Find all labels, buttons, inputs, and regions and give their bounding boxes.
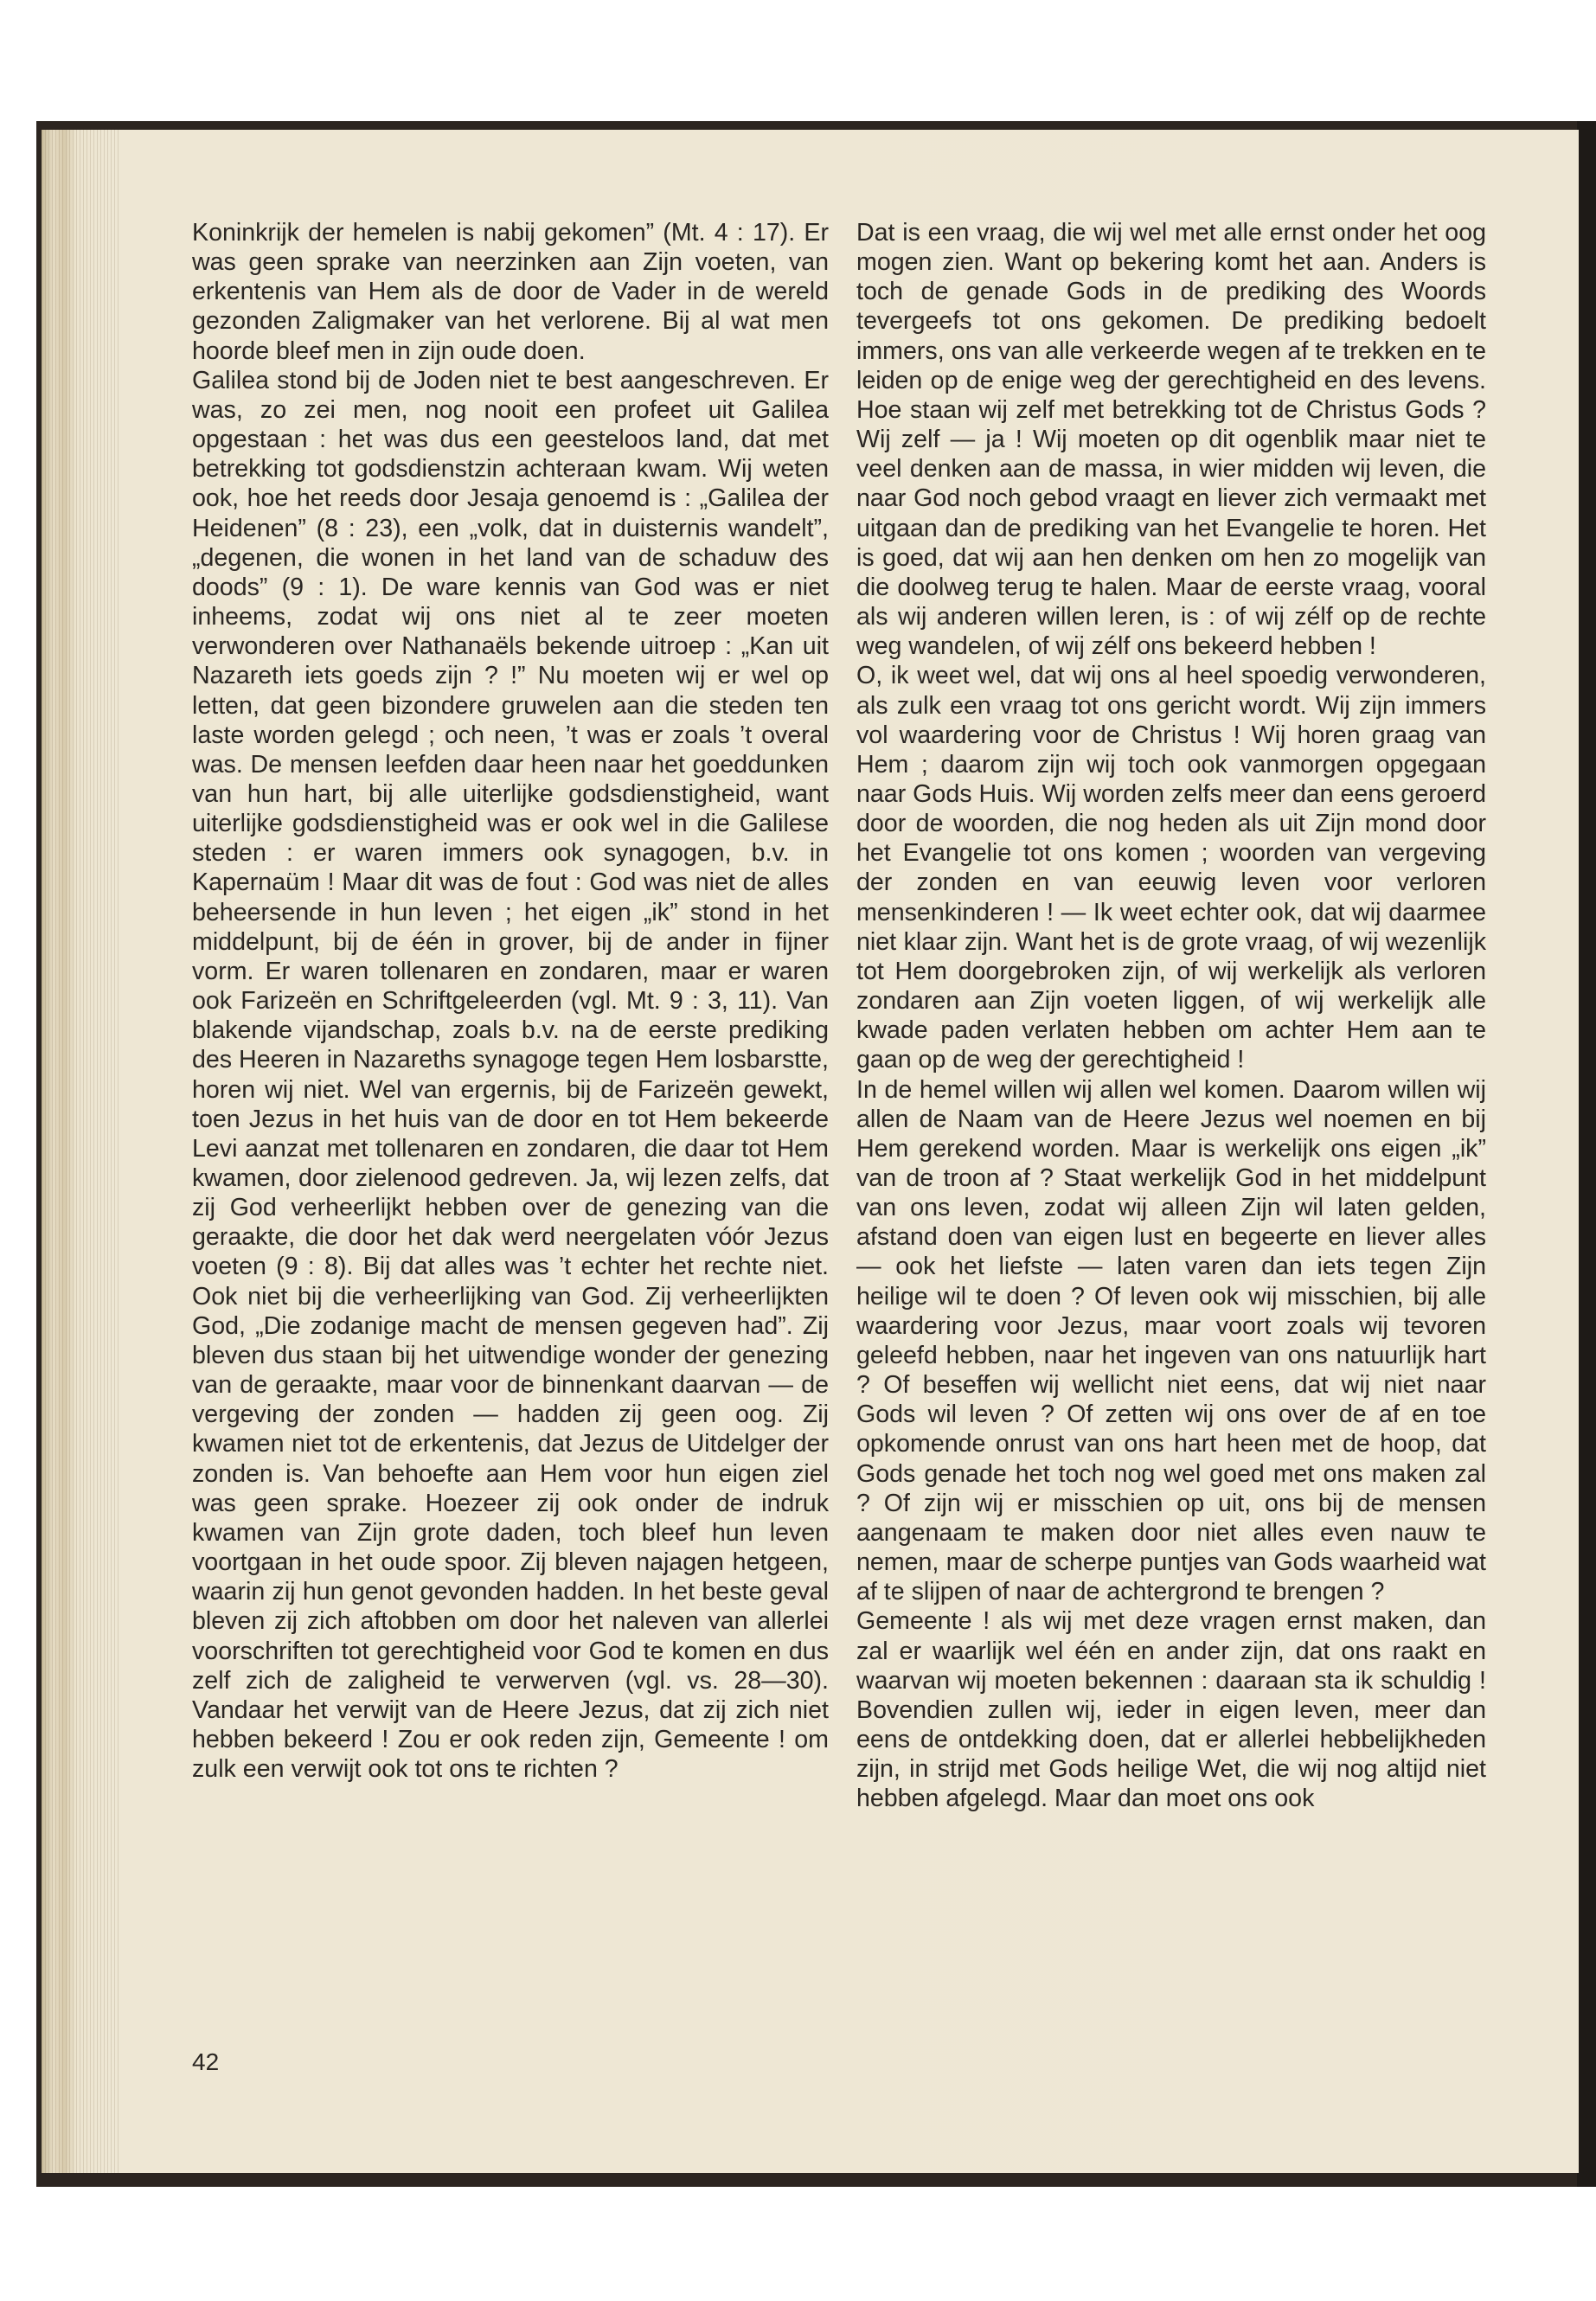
right-column: [856, 218, 1486, 1813]
right-paragraph: O, ik weet wel, dat wij ons al heel spoedig verwonderen, als zulk een vraag tot ons gericht wordt. Wij zijn immers vol waardering voor de Christus ! Wij horen graag van Hem ; daarom zijn wij toch ook vanmorgen opgegaan naar Gods Huis. Wij worden zelfs meer dan eens geroerd door de woorden, die nog heden als uit Zijn mond door het Evangelie tot ons komen ; woorden van vergeving der zonden en van eeuwig leven voor verloren mensenkinderen ! — Ik weet echter ook, dat wij daarmee niet klaar zijn. Want het is de grote vraag, of wij wezenlijk tot Hem doorgebroken zijn, of wij werkelijk als verloren zondaren aan Zijn voeten liggen, of wij werkelijk alle kwade paden verlaten hebben om achter Hem aan te gaan op de weg der gerechtigheid !: [856, 662, 1486, 1074]
left-paragraph: Koninkrijk der hemelen is nabij gekomen” (Mt. 4 : 17). Er was geen sprake van neerzinken aan Zijn voeten, van erkentenis van Hem als de door de Vader in de wereld gezonden Zaligmaker van het verlorene. Bij al wat men hoorde bleef men in zijn oude doen.: [192, 219, 829, 365]
right-paragraph: Gemeente ! als wij met deze vragen ernst maken, dan zal er waarlijk wel één en ander zijn, dat ons raakt en waarvan wij moeten bekennen : daaraan sta ik schuldig ! Bovendien zullen wij, ieder in eigen leven, meer dan eens de ontdekking doen, dat er allerlei hebbelijkheden zijn, in strijd met Gods heilige Wet, die wij nog altijd niet hebben afgelegd. Maar dan moet ons ook: [856, 1607, 1486, 1813]
right-paragraph: In de hemel willen wij allen wel komen. Daarom willen wij allen de Naam van de Heere Jezus wel noemen en bij Hem gerekend worden. Maar is werkelijk ons eigen „ik” van de troon af ? Staat werkelijk God in het middelpunt van ons leven, zodat wij alleen Zijn wil laten gelden, afstand doen van eigen lust en begeerte en liever alles — ook het liefste — laten varen dan iets tegen Zijn heilige wil te doen ? Of leven ook wij misschien, bij alle waardering voor Jezus, maar voort zoals wij tevoren geleefd hebben, naar het ingeven van ons natuurlijk hart ? Of beseffen wij wellicht niet eens, dat wij niet naar Gods wil leven ? Of zetten wij ons over de af en toe opkomende onrust van ons hart heen met de hoop, dat Gods genade het toch nog wel goed met ons maken zal ? Of zijn wij er misschien op uit, ons bij de mensen aangenaam te maken door niet alles even nauw te nemen, maar de scherpe puntjes van Gods waarheid wat af te slijpen of naar de achtergrond te brengen ?: [856, 1075, 1486, 1606]
left-paragraph: Galilea stond bij de Joden niet te best aangeschreven. Er was, zo zei men, nog nooit een profeet uit Galilea opgestaan : het was dus een geesteloos land, dat met betrekking tot godsdienstzin achteraan kwam. Wij weten ook, hoe het reeds door Jesaja genoemd is : „Galilea der Heidenen” (8 : 23), een „volk, dat in duisternis wandelt”, „degenen, die wonen in het land van de schaduw des doods” (9 : 1). De ware kennis van God was er niet inheems, zodat wij ons niet al te zeer moeten verwonderen over Nathanaëls bekende uitroep : „Kan uit Nazareth iets goeds zijn ? !” Nu moeten wij er wel op letten, dat geen bizondere gruwelen aan die steden ten laste worden gelegd ; och neen, ’t was er zoals ’t overal was. De mensen leefden daar heen naar het goeddunken van hun hart, bij alle uiterlijke godsdienstigheid, want uiterlijke godsdienstigheid was er ook wel in die Galilese steden : er waren immers ook synagogen, b.v. in Kapernaüm ! Maar dit was de fout : God was niet de alles beheersende in hun leven ; het eigen „ik” stond in het middelpunt, bij de één in grover, bij de ander in fijner vorm. Er waren tollenaren en zondaren, maar er waren ook Farizeën en Schriftgeleerden (vgl. Mt. 9 : 3, 11). Van blakende vijandschap, zoals b.v. na de eerste prediking des Heeren in Nazareths synagoge tegen Hem losbarstte, horen wij niet. Wel van ergernis, bij de Farizeën gewekt, toen Jezus in het huis van de door en tot Hem bekeerde Levi aanzat met tollenaren en zondaren, die daar tot Hem kwamen, door zielenood gedreven. Ja, wij lezen zelfs, dat zij God verheerlijkt hebben over de genezing van die geraakte, die door het dak werd neergelaten vóór Jezus voeten (9 : 8). Bij dat alles was ’t echter het rechte niet. Ook niet bij die verheerlijking van God. Zij verheerlijkten God, „Die zodanige macht de mensen gegeven had”. Zij bleven dus staan bij het uitwendige wonder der genezing van de geraakte, maar voor de binnenkant daarvan — de vergeving der zonden — hadden zij geen oog. Zij kwamen niet tot de erkentenis, dat Jezus de Uitdelger der zonden is. Van behoefte aan Hem voor hun eigen ziel was geen sprake. Hoezeer zij ook onder de indruk kwamen van Zijn grote daden, toch bleef hun leven voortgaan in het oude spoor. Zij bleven najagen hetgeen, waarin zij hun genot gevonden hadden. In het beste geval bleven zij zich aftobben om door het naleven van allerlei voorschriften tot gerechtigheid voor God te komen en dus zelf zich de zaligheid te verwerven (vgl. vs. 28—30). Vandaar het verwijt van de Heere Jezus, dat zij zich niet hebben bekeerd ! Zou er ook reden zijn, Gemeente ! om zulk een verwijt ook tot ons te richten ?: [192, 366, 829, 1784]
page-number: 42: [192, 2048, 220, 2075]
left-column: [192, 218, 829, 1784]
right-paragraph: Dat is een vraag, die wij wel met alle ernst onder het oog mogen zien. Want op bekering komt het aan. Anders is toch de genade Gods in de prediking des Woords tevergeefs tot ons gekomen. De prediking bedoelt immers, ons van alle verkeerde wegen af te trekken en te leiden op de enige weg der gerechtigheid en des levens. Hoe staan wij zelf met betrekking tot de Christus Gods ? Wij zelf — ja ! Wij moeten op dit ogenblik maar niet te veel denken aan de massa, in wier midden wij leven, die naar God noch gebod vraagt en liever zich vermaakt met uitgaan dan de prediking van het Evangelie te horen. Het is goed, dat wij aan hen denken om hen zo mogelijk van die doolweg terug te halen. Maar de eerste vraag, vooral als wij anderen willen leren, is : of wij zélf op de rechte weg wandelen, of wij zélf ons bekeerd hebben !: [856, 219, 1486, 661]
book-binding: [1577, 121, 1596, 2187]
